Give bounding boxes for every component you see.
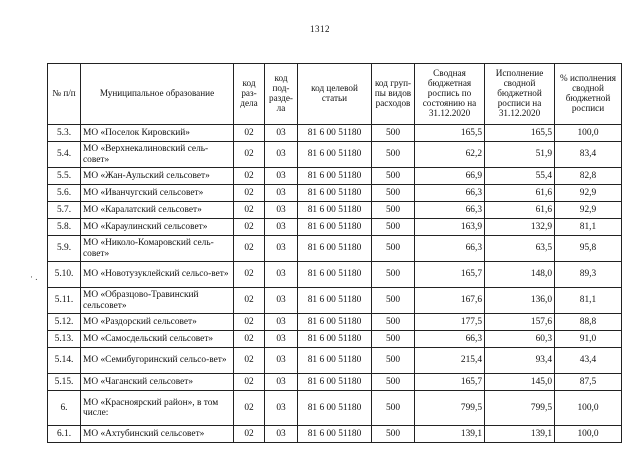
row-expense-group: 500 (372, 374, 415, 391)
row-executed-amount: 63,5 (485, 236, 555, 262)
header-municipality: Муниципальное образование (81, 64, 234, 125)
row-target-code: 81 6 00 51180 (298, 168, 372, 185)
row-section-code: 02 (234, 288, 265, 314)
header-section: код раз-дела (234, 64, 265, 125)
row-subsection-code: 03 (265, 348, 298, 374)
row-section-code: 02 (234, 125, 265, 142)
row-section-code: 02 (234, 314, 265, 331)
row-target-code: 81 6 00 51180 (298, 314, 372, 331)
row-municipality: МО «Самосдельский сельсовет» (81, 331, 234, 348)
row-section-code: 02 (234, 142, 265, 168)
row-planned-amount: 165,5 (415, 125, 485, 142)
table-row (48, 348, 622, 374)
row-executed-amount: 148,0 (485, 262, 555, 288)
header-percent: % исполнения сводной бюджетной росписи (555, 64, 622, 125)
table-row (48, 142, 622, 168)
row-subsection-code: 03 (265, 262, 298, 288)
row-percent: 100,0 (555, 426, 622, 443)
table-row (48, 391, 622, 426)
row-municipality: МО «Чаганский сельсовет» (81, 374, 234, 391)
row-planned-amount: 139,1 (415, 426, 485, 443)
row-target-code: 81 6 00 51180 (298, 426, 372, 443)
row-planned-amount: 799,5 (415, 391, 485, 426)
row-target-code: 81 6 00 51180 (298, 331, 372, 348)
row-municipality: МО «Раздорский сельсовет» (81, 314, 234, 331)
row-section-code: 02 (234, 426, 265, 443)
row-planned-amount: 215,4 (415, 348, 485, 374)
row-subsection-code: 03 (265, 374, 298, 391)
row-planned-amount: 165,7 (415, 374, 485, 391)
row-planned-amount: 177,5 (415, 314, 485, 331)
row-section-code: 02 (234, 185, 265, 202)
row-subsection-code: 03 (265, 142, 298, 168)
row-subsection-code: 03 (265, 331, 298, 348)
table-header-row (48, 64, 622, 125)
table-row (48, 426, 622, 443)
row-percent: 81,1 (555, 288, 622, 314)
row-planned-amount: 163,9 (415, 219, 485, 236)
table-row (48, 185, 622, 202)
row-percent: 91,0 (555, 331, 622, 348)
row-planned-amount: 66,3 (415, 331, 485, 348)
row-number: 5.13. (48, 331, 81, 348)
row-executed-amount: 799,5 (485, 391, 555, 426)
row-executed-amount: 132,9 (485, 219, 555, 236)
header-expense-group: код груп-пы видов расходов (372, 64, 415, 125)
row-section-code: 02 (234, 374, 265, 391)
table-row (48, 374, 622, 391)
row-target-code: 81 6 00 51180 (298, 202, 372, 219)
table-row (48, 219, 622, 236)
row-percent: 43,4 (555, 348, 622, 374)
row-subsection-code: 03 (265, 185, 298, 202)
row-number: 5.6. (48, 185, 81, 202)
row-municipality: МО «Иванчугский сельсовет» (81, 185, 234, 202)
row-percent: 92,9 (555, 202, 622, 219)
row-percent: 87,5 (555, 374, 622, 391)
row-planned-amount: 66,3 (415, 236, 485, 262)
row-subsection-code: 03 (265, 219, 298, 236)
row-target-code: 81 6 00 51180 (298, 236, 372, 262)
row-subsection-code: 03 (265, 288, 298, 314)
row-planned-amount: 165,7 (415, 262, 485, 288)
row-target-code: 81 6 00 51180 (298, 374, 372, 391)
row-number: 5.5. (48, 168, 81, 185)
row-executed-amount: 61,6 (485, 202, 555, 219)
row-municipality: МО «Николо-Комаровский сель-совет» (81, 236, 234, 262)
row-expense-group: 500 (372, 185, 415, 202)
row-target-code: 81 6 00 51180 (298, 125, 372, 142)
row-planned-amount: 167,6 (415, 288, 485, 314)
header-target-code: код целевой статьи (298, 64, 372, 125)
row-expense-group: 500 (372, 391, 415, 426)
row-section-code: 02 (234, 236, 265, 262)
row-expense-group: 500 (372, 262, 415, 288)
row-municipality: МО «Семибугоринский сельсо-вет» (81, 348, 234, 374)
row-expense-group: 500 (372, 314, 415, 331)
row-planned-amount: 66,3 (415, 185, 485, 202)
row-expense-group: 500 (372, 202, 415, 219)
header-subsection: код под-разде-ла (265, 64, 298, 125)
budget-execution-table (47, 63, 622, 443)
row-number: 6.1. (48, 426, 81, 443)
row-subsection-code: 03 (265, 125, 298, 142)
table-row (48, 331, 622, 348)
row-executed-amount: 93,4 (485, 348, 555, 374)
row-expense-group: 500 (372, 168, 415, 185)
row-percent: 82,8 (555, 168, 622, 185)
row-expense-group: 500 (372, 288, 415, 314)
row-municipality: МО «Караулинский сельсовет» (81, 219, 234, 236)
table-body (48, 125, 622, 443)
row-target-code: 81 6 00 51180 (298, 219, 372, 236)
row-target-code: 81 6 00 51180 (298, 185, 372, 202)
header-executed: Исполнение сводной бюджетной росписи на 31.12.2020 (485, 64, 555, 125)
row-percent: 89,3 (555, 262, 622, 288)
row-expense-group: 500 (372, 236, 415, 262)
row-number: 5.4. (48, 142, 81, 168)
row-subsection-code: 03 (265, 168, 298, 185)
table-row (48, 168, 622, 185)
row-number: 6. (48, 391, 81, 426)
row-section-code: 02 (234, 391, 265, 426)
row-subsection-code: 03 (265, 391, 298, 426)
row-section-code: 02 (234, 168, 265, 185)
row-planned-amount: 66,9 (415, 168, 485, 185)
row-percent: 81,1 (555, 219, 622, 236)
row-percent: 100,0 (555, 125, 622, 142)
row-municipality: МО «Верхнекалиновский сель-совет» (81, 142, 234, 168)
row-number: 5.8. (48, 219, 81, 236)
row-executed-amount: 55,4 (485, 168, 555, 185)
row-number: 5.9. (48, 236, 81, 262)
row-percent: 95,8 (555, 236, 622, 262)
row-target-code: 81 6 00 51180 (298, 142, 372, 168)
row-subsection-code: 03 (265, 236, 298, 262)
row-subsection-code: 03 (265, 202, 298, 219)
row-municipality: МО «Поселок Кировский» (81, 125, 234, 142)
row-number: 5.3. (48, 125, 81, 142)
row-planned-amount: 66,3 (415, 202, 485, 219)
row-executed-amount: 61,6 (485, 185, 555, 202)
row-section-code: 02 (234, 219, 265, 236)
row-municipality: МО «Жан-Аульский сельсовет» (81, 168, 234, 185)
row-target-code: 81 6 00 51180 (298, 288, 372, 314)
row-percent: 83,4 (555, 142, 622, 168)
row-target-code: 81 6 00 51180 (298, 391, 372, 426)
row-percent: 88,8 (555, 314, 622, 331)
row-section-code: 02 (234, 348, 265, 374)
row-number: 5.12. (48, 314, 81, 331)
row-target-code: 81 6 00 51180 (298, 262, 372, 288)
row-executed-amount: 51,9 (485, 142, 555, 168)
row-executed-amount: 136,0 (485, 288, 555, 314)
table-row (48, 125, 622, 142)
table-row (48, 314, 622, 331)
row-number: 5.14. (48, 348, 81, 374)
row-municipality: МО «Образцово-Травинский сельсовет» (81, 288, 234, 314)
row-percent: 100,0 (555, 391, 622, 426)
row-executed-amount: 145,0 (485, 374, 555, 391)
row-section-code: 02 (234, 262, 265, 288)
table-row (48, 236, 622, 262)
row-number: 5.15. (48, 374, 81, 391)
row-expense-group: 500 (372, 142, 415, 168)
margin-mark: · . (30, 272, 38, 282)
row-subsection-code: 03 (265, 426, 298, 443)
row-executed-amount: 165,5 (485, 125, 555, 142)
row-section-code: 02 (234, 331, 265, 348)
row-subsection-code: 03 (265, 314, 298, 331)
row-executed-amount: 157,6 (485, 314, 555, 331)
row-number: 5.10. (48, 262, 81, 288)
row-expense-group: 500 (372, 125, 415, 142)
table-row (48, 202, 622, 219)
row-target-code: 81 6 00 51180 (298, 348, 372, 374)
row-expense-group: 500 (372, 331, 415, 348)
header-num: № п/п (48, 64, 81, 125)
row-expense-group: 500 (372, 348, 415, 374)
row-executed-amount: 60,3 (485, 331, 555, 348)
header-planned: Сводная бюджетная роспись по состоянию на 31.12.2020 (415, 64, 485, 125)
row-municipality: МО «Каралатский сельсовет» (81, 202, 234, 219)
row-expense-group: 500 (372, 219, 415, 236)
row-planned-amount: 62,2 (415, 142, 485, 168)
table-row (48, 262, 622, 288)
row-municipality: МО «Новотузуклейский сельсо-вет» (81, 262, 234, 288)
row-municipality: МО «Ахтубинский сельсовет» (81, 426, 234, 443)
row-section-code: 02 (234, 202, 265, 219)
row-expense-group: 500 (372, 426, 415, 443)
table-row (48, 288, 622, 314)
page-number: 1312 (310, 24, 330, 34)
row-number: 5.11. (48, 288, 81, 314)
row-number: 5.7. (48, 202, 81, 219)
row-municipality: МО «Красноярский район», в том числе: (81, 391, 234, 426)
row-percent: 92,9 (555, 185, 622, 202)
row-executed-amount: 139,1 (485, 426, 555, 443)
